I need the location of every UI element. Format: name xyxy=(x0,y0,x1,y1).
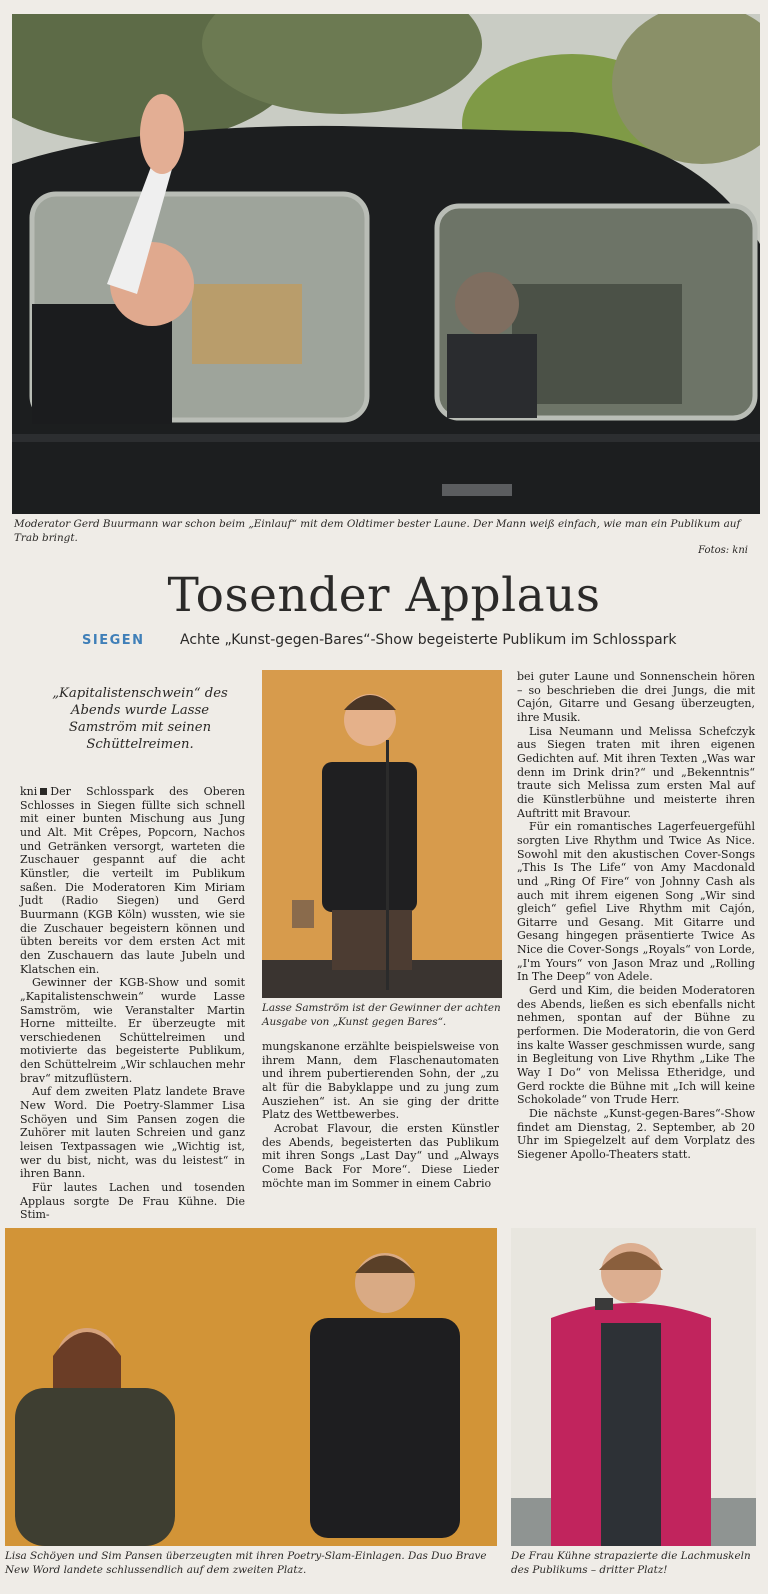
teaser-quote: „Kapitalistenschwein“ des Abends wurde Lasse Samström mit seinen Schüttelreimen. xyxy=(52,686,228,752)
frau-kuehne-photo xyxy=(511,1228,756,1546)
kicker-location: SIEGEN xyxy=(82,633,145,648)
article-paragraph: Die nächste „Kunst-gegen-Bares“-Show findet am Dienstag, 2. September, ab 20 Uhr im Spiegelzelt auf dem Vorplatz des Siegener Apollo-Theaters statt. xyxy=(517,1107,755,1161)
taxi-photo-illustration xyxy=(12,14,760,514)
headline: Tosender Applaus xyxy=(167,568,601,623)
taxi-photo xyxy=(12,14,760,514)
author-separator-icon xyxy=(40,788,47,795)
article-paragraph: mungskanone erzählte beispielsweise von ihrem Mann, dem Flaschenautomaten und ihrem pubertierenden Sohn, der „zu alt für die Babyklappe und zu jung zum Ausziehen“ ist. An sie ging der dritte Platz des Wettbewerbes. xyxy=(262,1040,499,1122)
subheadline: Achte „Kunst-gegen-Bares“-Show begeisterte Publikum im Schlosspark xyxy=(180,632,677,648)
article-paragraph: kni Der Schlosspark des Oberen Schlosses in Siegen füllte sich schnell mit einer bunten Mischung aus Jung und Alt. Mit Crêpes, Popcorn, Nachos und Getränken versorgt, warteten die Zuschauer gespannt auf die acht Künstler, die verteilt im Publikum saßen. Die Moderatoren Kim Miriam Judt (Radio Siegen) und Gerd Buurmann (KGB Köln) wussten, wie sie die Zuschauer begeistern können und übten bereits vor dem ersten Act mit den Zuschauern das laute Jubeln und Klatschen ein. xyxy=(20,785,245,976)
article-paragraph: Acrobat Flavour, die ersten Künstler des Abends, begeisterten das Publikum mit ihren Songs „Last Day“ und „Always Come Back For More“. Diese Lieder möchte man im Sommer in einem Cabrio xyxy=(262,1121,499,1190)
article-column-3 xyxy=(517,670,755,1162)
article-paragraph: Für lautes Lachen und tosenden Applaus sorgte De Frau Kühne. Die Stim- xyxy=(20,1181,245,1222)
article-paragraph: Für ein romantisches Lagerfeuergefühl sorgten Live Rhythm und Twice As Nice. Sowohl mit den akustischen Cover-Songs „This Is The Life“ von Amy Macdonald und „Ring Of Fire“ von Johnny Cash als auch mit ihrem eigenen Song „Wir sind gleich“ gefiel Live Rhythm mit Cajón, Gitarre und Gesang. Mit Gitarre und Gesang hingegen präsentierte Twice As Nice die Cover-Songs „Royals“ von Lorde, „I'm Yours“ von Jason Mraz und „Rolling In The Deep“ von Adele. xyxy=(517,820,755,984)
winner-photo xyxy=(262,670,502,998)
photo-credit: Fotos: kni xyxy=(698,545,748,556)
frau-kuehne-photo-caption: De Frau Kühne strapazierte die Lachmuskeln des Publikums – dritter Platz! xyxy=(511,1550,751,1576)
winner-photo-illustration xyxy=(262,670,502,998)
taxi-photo-caption: Moderator Gerd Buurmann war schon beim „Einlauf“ mit dem Oldtimer bester Laune. Der Mann weiß einfach, wie man ein Publikum auf Trab bringt. xyxy=(14,518,741,544)
article-column-2 xyxy=(262,1040,499,1190)
poetry-slam-photo-caption: Lisa Schöyen und Sim Pansen überzeugten mit ihren Poetry-Slam-Einlagen. Das Duo Brave New Word landete schlussendlich auf dem zweiten Platz. xyxy=(5,1550,487,1576)
article-paragraph: Gewinner der KGB-Show und somit „Kapitalistenschwein“ wurde Lasse Samström, wie Veranstalter Martin Horne mitteilte. Er überzeugte mit verschiedenen Schüttelreimen und motivierte das begeisterte Publikum, den Schüttelreim „Wir schlauchen mehr brav“ mitzuflüstern. xyxy=(20,976,245,1085)
poetry-slam-photo-illustration xyxy=(5,1228,497,1546)
author-initials: kni xyxy=(20,785,38,798)
winner-photo-caption: Lasse Samström ist der Gewinner der achten Ausgabe von „Kunst gegen Bares“. xyxy=(262,1002,501,1028)
poetry-slam-photo xyxy=(5,1228,497,1546)
article-paragraph: Auf dem zweiten Platz landete Brave New Word. Die Poetry-Slammer Lisa Schöyen und Sim Pansen zogen die Zuhörer mit lauten Schreien und ganz leisen Textpassagen wie „Wichtig ist, wer du bist, nicht, was du leistest“ in ihren Bann. xyxy=(20,1085,245,1181)
frau-kuehne-photo-illustration xyxy=(511,1228,756,1546)
article-paragraph: bei guter Laune und Sonnenschein hören – so beschrieben die drei Jungs, die mit Cajón, Gitarre und Gesang überzeugten, ihre Musik. xyxy=(517,670,755,724)
article-column-1 xyxy=(20,785,245,1222)
article-paragraph: Gerd und Kim, die beiden Moderatoren des Abends, ließen es sich ebenfalls nicht nehmen, spontan auf der Bühne zu performen. Die Moderatorin, die von Gerd ins kalte Wasser geschmissen wurde, sang in Begleitung von Live Rhythm „Like The Way I Do“ von Melissa Etheridge, und Gerd rockte die Bühne mit „Ich will keine Schokolade“ von Trude Herr. xyxy=(517,984,755,1107)
article-paragraph: Lisa Neumann und Melissa Schefczyk aus Siegen traten mit ihren eigenen Gedichten auf. Mit ihren Texten „Was war denn im Drink drin?“ und „Bekenntnis“ traute sich Melissa zum ersten Mal auf die Künstlerbühne und meisterte ihren Auftritt mit Bravour. xyxy=(517,724,755,820)
